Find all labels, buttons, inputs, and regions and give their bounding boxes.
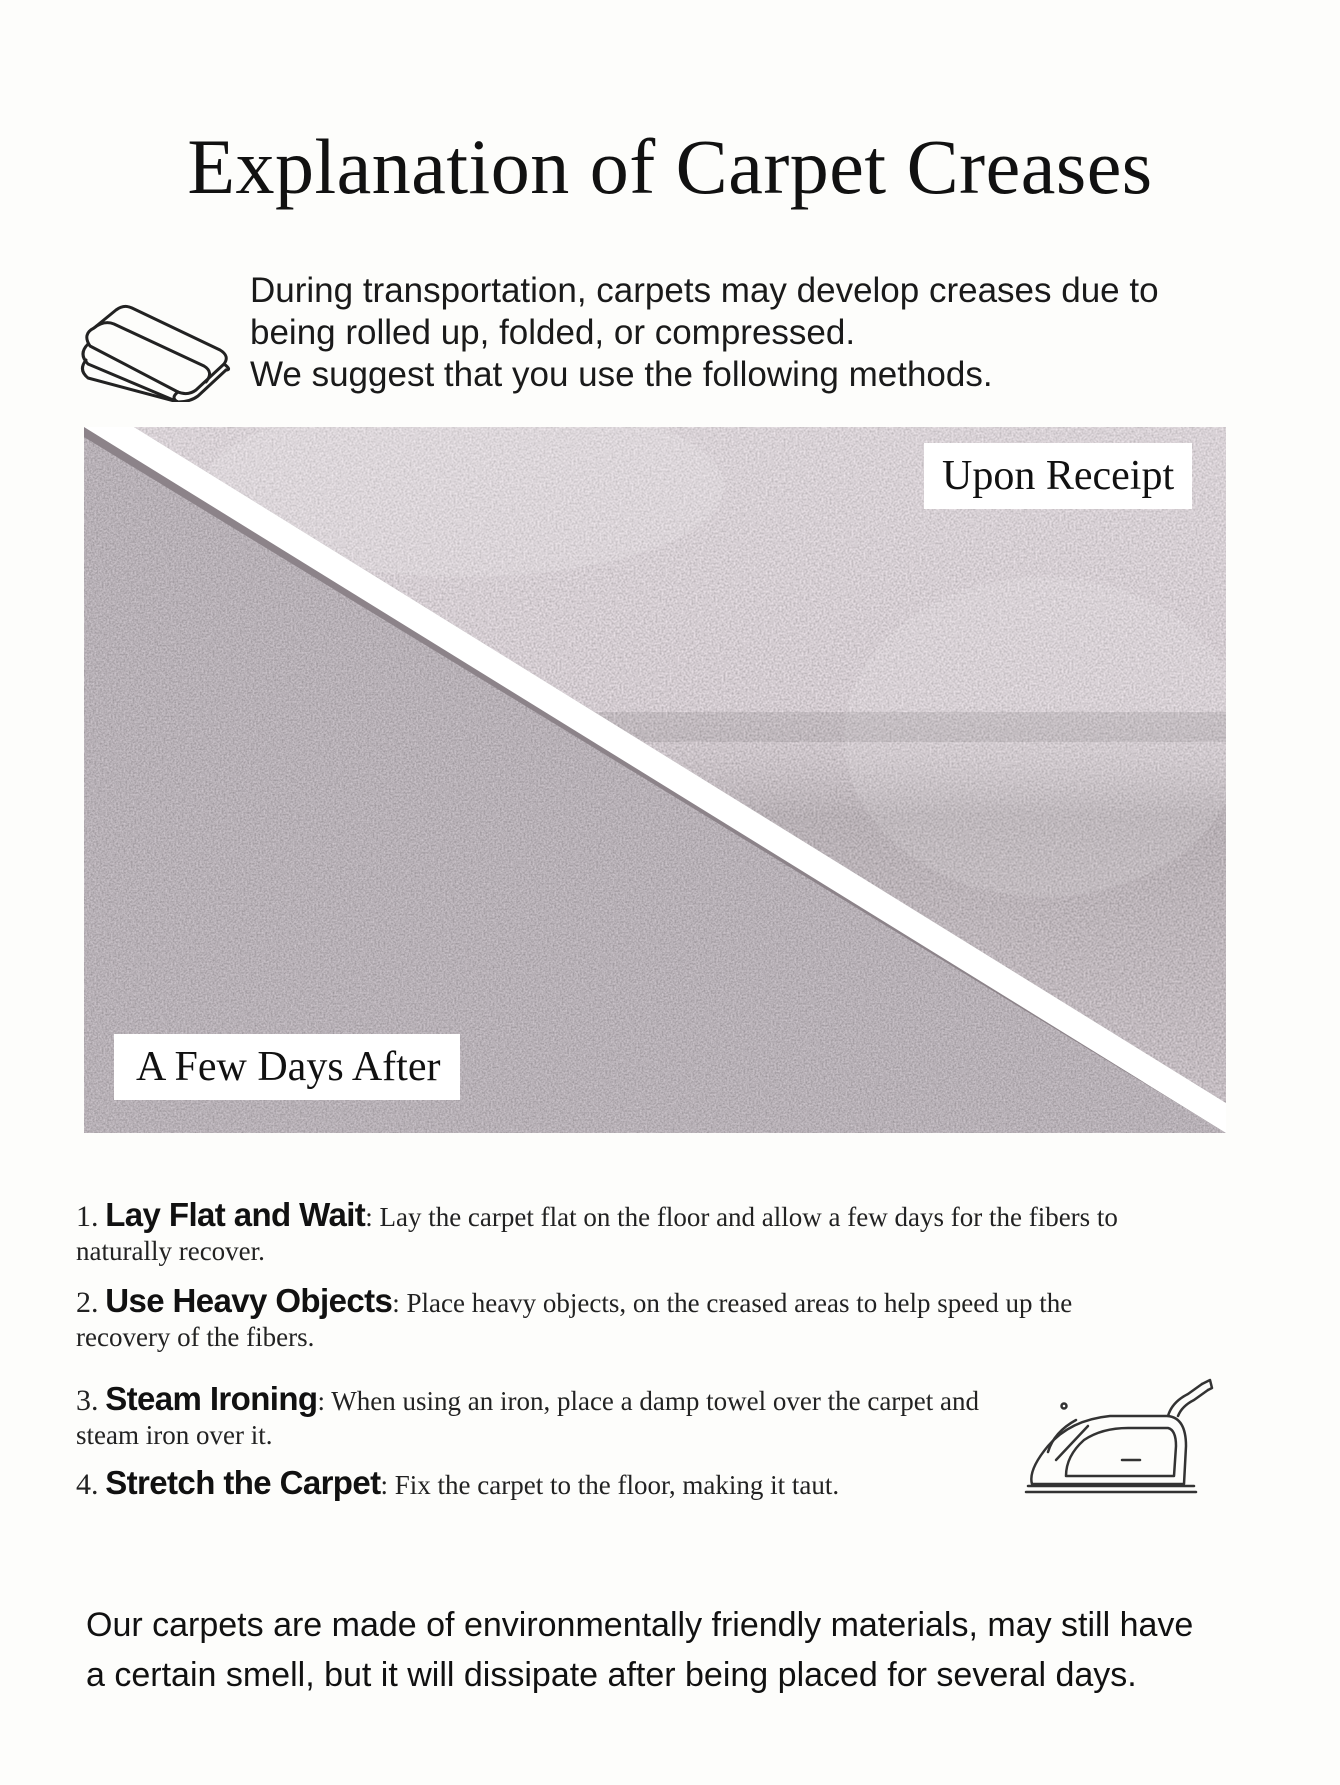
steam-iron-icon bbox=[1018, 1376, 1214, 1510]
step-text: Place heavy objects, on the creased areas to help speed up the recovery of the fibers. bbox=[76, 1288, 1073, 1352]
page-title: Explanation of Carpet Creases bbox=[187, 123, 1153, 210]
step-heading: Stretch the Carpet bbox=[105, 1464, 381, 1501]
step-text: When using an iron, place a damp towel over the carpet and steam iron over it. bbox=[76, 1386, 980, 1450]
footer-note bbox=[86, 1600, 1286, 1700]
intro-line: We suggest that you use the following methods. bbox=[250, 355, 993, 394]
step-text: Fix the carpet to the floor, making it taut. bbox=[388, 1470, 840, 1500]
step-heading: Steam Ironing bbox=[105, 1380, 318, 1417]
carpet-comparison-photo bbox=[84, 427, 1226, 1133]
method-step: 2. Use Heavy Objects: Place heavy objects, on the creased areas to help speed up the recovery of the fibers. bbox=[76, 1282, 1073, 1352]
step-heading: Lay Flat and Wait bbox=[105, 1196, 366, 1233]
intro-line: being rolled up, folded, or compressed. bbox=[250, 313, 856, 352]
folded-towel-icon bbox=[74, 298, 232, 402]
method-step: 1. Lay Flat and Wait: Lay the carpet flat on the floor and allow a few days for the fibers to naturally recover. bbox=[76, 1196, 1118, 1266]
footer-line: a certain smell, but it will dissipate after being placed for several days. bbox=[86, 1656, 1137, 1694]
step-text: Lay the carpet flat on the floor and allow a few days for the fibers to naturally recover. bbox=[76, 1202, 1118, 1266]
method-step: 3. Steam Ironing: When using an iron, place a damp towel over the carpet and steam iron over it. bbox=[76, 1380, 980, 1450]
intro-text bbox=[250, 270, 1310, 396]
footer-line: Our carpets are made of environmentally friendly materials, may still have bbox=[86, 1606, 1194, 1644]
intro-line: During transportation, carpets may develop creases due to bbox=[250, 271, 1159, 310]
step-heading: Use Heavy Objects bbox=[105, 1282, 393, 1319]
method-step: 4. Stretch the Carpet: Fix the carpet to the floor, making it taut. bbox=[76, 1464, 840, 1501]
upon-receipt-label: Upon Receipt bbox=[924, 443, 1192, 509]
few-days-after-label: A Few Days After bbox=[114, 1034, 460, 1100]
